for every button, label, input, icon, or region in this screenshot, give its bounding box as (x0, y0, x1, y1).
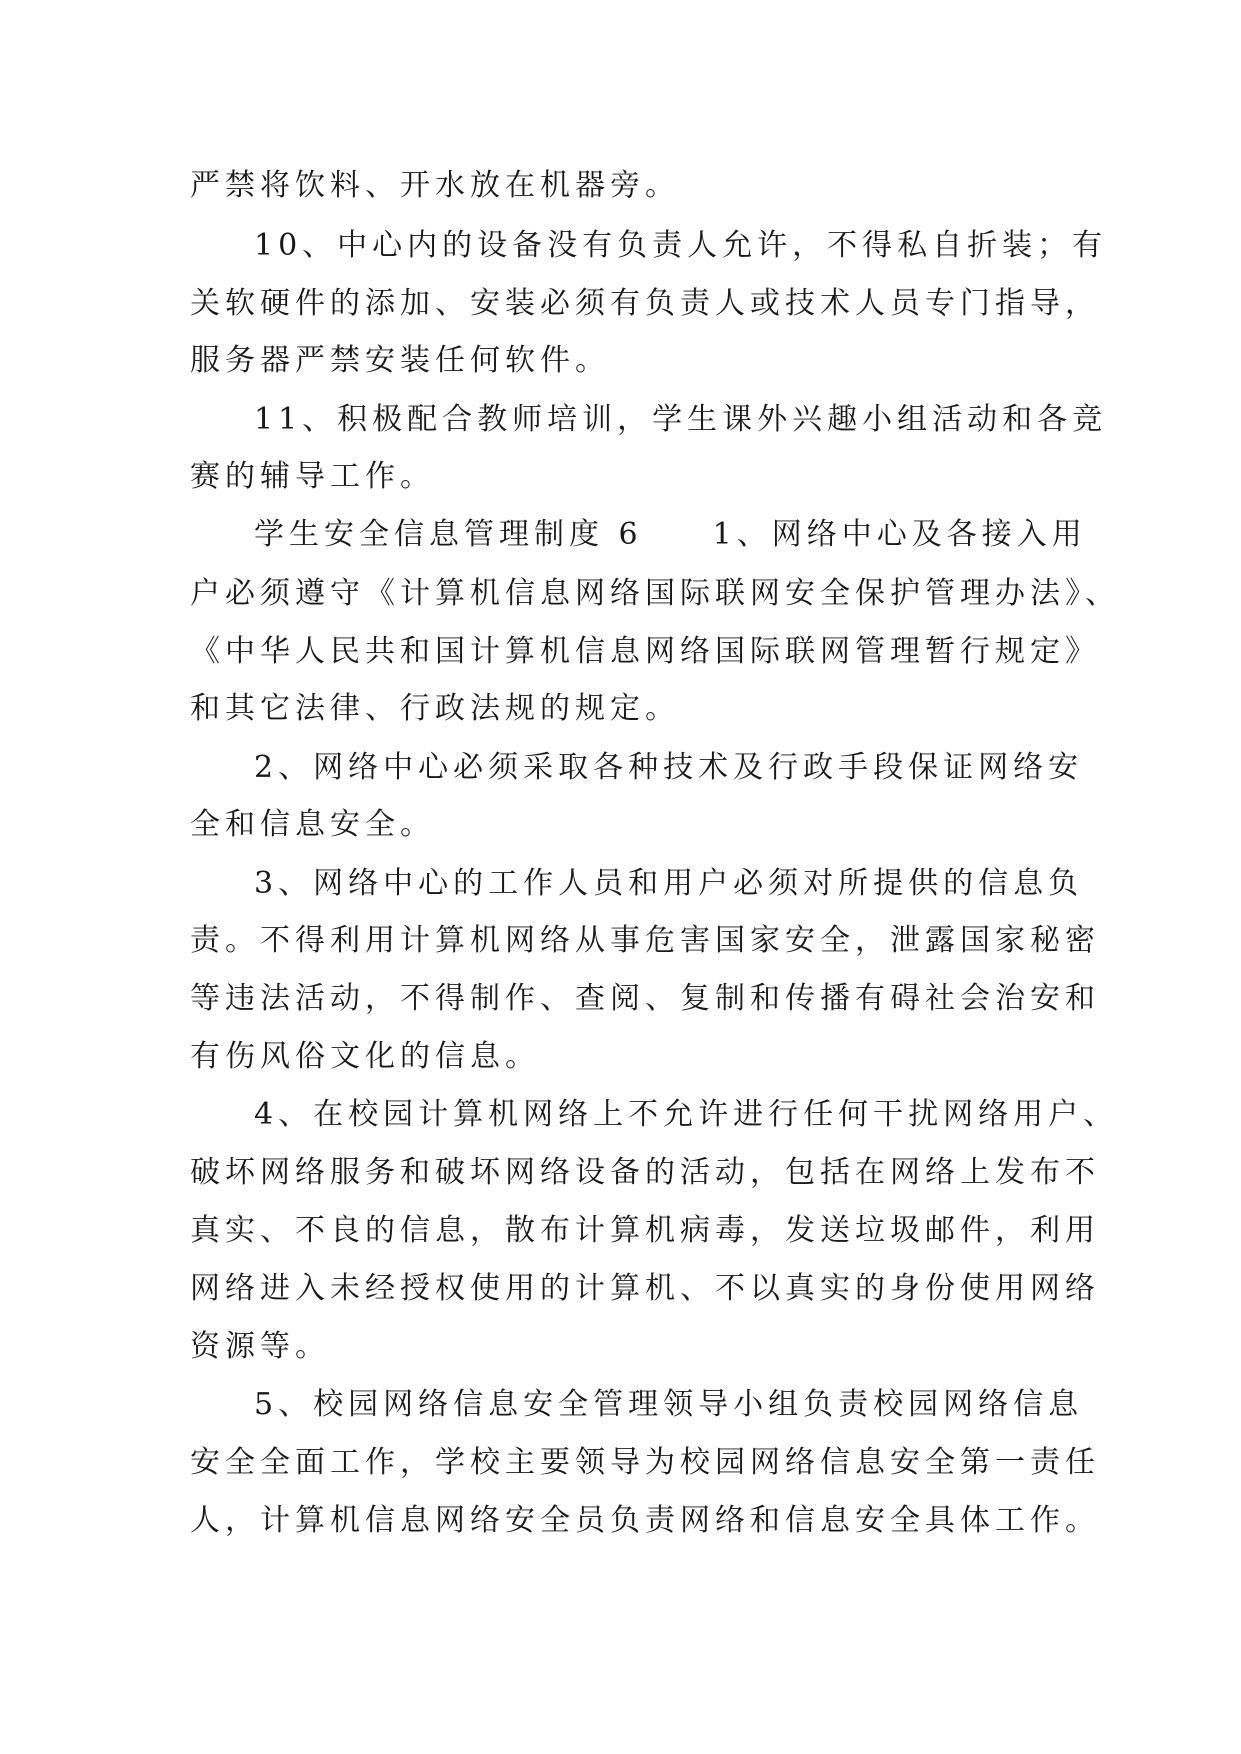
text-line: 资源等。 (190, 1329, 330, 1364)
text-line: 和其它法律、行政法规的规定。 (190, 691, 680, 726)
text-line: 责。不得利用计算机网络从事危害国家安全，泄露国家秘密 (190, 923, 1100, 958)
text-line: 《中华人民共和国计算机信息网络国际联网管理暂行规定》 (190, 634, 1100, 669)
text-line: 真实、不良的信息，散布计算机病毒，发送垃圾邮件，利用 (190, 1213, 1100, 1248)
text-line: 破坏网络服务和破坏网络设备的活动，包括在网络上发布不 (190, 1155, 1100, 1190)
text-line: 5、校园网络信息安全管理领导小组负责校园网络信息 (254, 1387, 1084, 1422)
text-line: 人，计算机信息网络安全员负责网络和信息安全具体工作。 (190, 1503, 1100, 1538)
text-line: 严禁将饮料、开水放在机器旁。 (190, 168, 680, 203)
text-line: 2、网络中心必须采取各种技术及行政手段保证网络安 (254, 750, 1084, 785)
text-line: 赛的辅导工作。 (190, 459, 435, 494)
text-line: 4、在校园计算机网络上不允许进行任何干扰网络用户、 (254, 1097, 1119, 1132)
text-line: 有伤风俗文化的信息。 (190, 1039, 540, 1074)
text-line: 全和信息安全。 (190, 807, 435, 842)
text-line: 服务器严禁安装任何软件。 (190, 343, 610, 378)
text-line: 网络进入未经授权使用的计算机、不以真实的身份使用网络 (190, 1271, 1100, 1306)
text-line: 等违法活动，不得制作、查阅、复制和传播有碍社会治安和 (190, 981, 1100, 1016)
text-line: 11、积极配合教师培训，学生课外兴趣小组活动和各竞 (254, 402, 1108, 437)
text-line: 10、中心内的设备没有负责人允许，不得私自折装；有 (254, 228, 1108, 263)
text-line: 3、网络中心的工作人员和用户必须对所提供的信息负 (254, 866, 1084, 901)
text-line: 关软硬件的添加、安装必须有负责人或技术人员专门指导， (190, 286, 1100, 321)
text-line: 户必须遵守《计算机信息网络国际联网安全保护管理办法》、 (190, 576, 1120, 611)
text-line: 安全全面工作，学校主要领导为校园网络信息安全第一责任 (190, 1445, 1100, 1480)
section-heading-line: 学生安全信息管理制度 6 1、网络中心及各接入用 (254, 517, 1087, 552)
